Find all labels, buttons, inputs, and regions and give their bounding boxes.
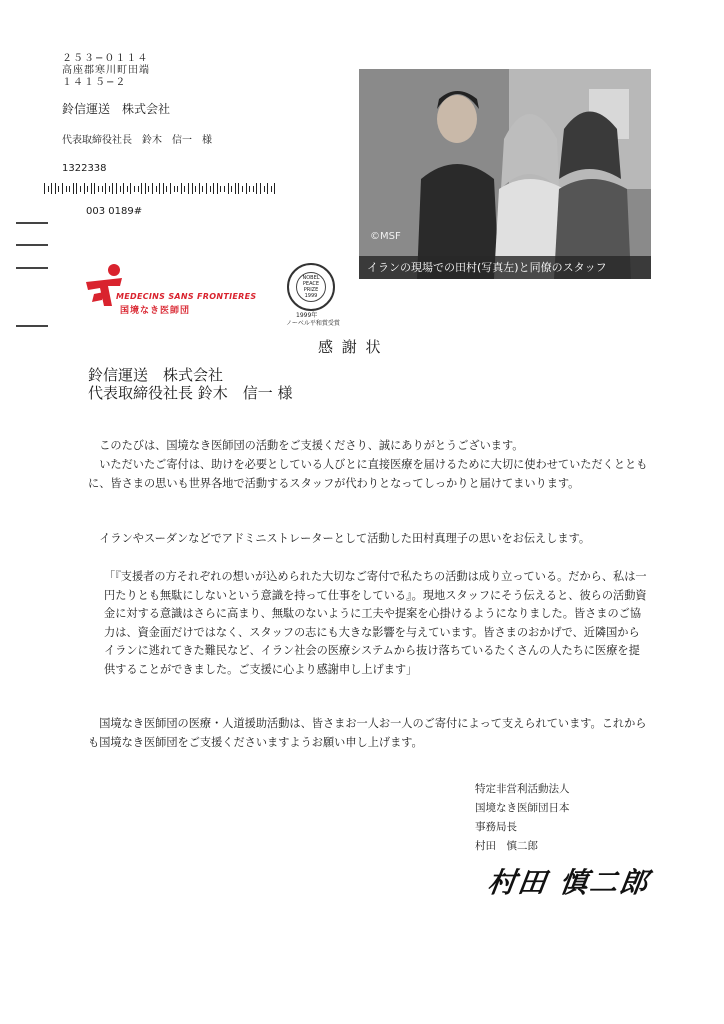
- msf-logo: [82, 262, 258, 322]
- nobel-seal-icon: [287, 263, 335, 311]
- fold-mark: [16, 244, 48, 246]
- barcode-bar: [141, 183, 142, 194]
- barcode-bar: [177, 186, 178, 192]
- barcode-bar: [152, 183, 153, 194]
- barcode-bar: [94, 183, 95, 194]
- barcode-bar: [224, 186, 225, 192]
- barcode-bar: [271, 186, 272, 192]
- reference-code: 003 0189#: [86, 206, 143, 217]
- postal-code: ２５３−０１１４: [62, 53, 149, 64]
- msf-english-name: MEDECINS SANS FRONTIERES: [116, 292, 257, 301]
- barcode-bar: [210, 186, 211, 192]
- letter-title: 感 謝 状: [318, 338, 383, 356]
- address-block: [62, 53, 150, 89]
- barcode-bar: [238, 183, 239, 194]
- sender-name: 村田 慎二郎: [475, 840, 538, 852]
- barcode-bar: [184, 186, 185, 192]
- paragraph-donation-use: いただいたご寄付は、助けを必要としている人びとに直接医療を届けるために大切に使わせていただくとともに、皆さまの思いも世界各地で活動するスタッフが代わりとなってしっかりと届けてまいります。: [88, 458, 648, 490]
- recipient-company: 鈴信運送 株式会社: [88, 366, 224, 384]
- address-person: 代表取締役社長 鈴木 信一 様: [62, 135, 212, 146]
- barcode-bar: [166, 186, 167, 192]
- barcode-bar: [102, 186, 103, 192]
- msf-japanese-name: 国境なき医師団: [120, 306, 191, 316]
- sender-org-type: 特定非営利活動法人: [475, 783, 570, 795]
- barcode-bar: [249, 186, 250, 192]
- barcode-bar: [138, 186, 139, 192]
- barcode-bar: [267, 183, 268, 194]
- barcode-bar: [253, 186, 254, 192]
- barcode-bar: [242, 186, 243, 192]
- barcode-bar: [120, 186, 121, 192]
- barcode-bar: [134, 186, 135, 192]
- barcode-bar: [274, 183, 275, 194]
- barcode-bar: [145, 183, 146, 194]
- barcode-bar: [202, 186, 203, 192]
- barcode-bar: [174, 186, 175, 192]
- paragraph-thanks: このたびは、国境なき医師団の活動をご支援くださり、誠にありがとうございます。: [99, 439, 524, 452]
- barcode-bar: [246, 183, 247, 194]
- barcode-bar: [256, 183, 257, 194]
- barcode-bar: [213, 183, 214, 194]
- address-line-2: １４１５−２: [62, 77, 127, 88]
- barcode-bar: [105, 183, 106, 194]
- barcode-bar: [91, 183, 92, 194]
- barcode-bar: [48, 186, 49, 192]
- customer-number: 1322338: [62, 163, 107, 174]
- barcode-bar: [195, 186, 196, 192]
- barcode-bar: [69, 186, 70, 192]
- recipient-person: 代表取締役社長 鈴木 信一 様: [88, 384, 293, 402]
- staff-photo: [359, 69, 651, 279]
- nobel-seal-text: NOBEL PEACE PRIZE 1999: [296, 272, 326, 302]
- barcode-bar: [264, 186, 265, 192]
- paragraph-closing: 国境なき医師団の医療・人道援助活動は、皆さまお一人お一人のご寄付によって支えられています。これからも国境なき医師団をご支援くださいますようお願い申し上げます。: [88, 717, 647, 749]
- address-line-1: 高座郡寒川町田端: [62, 65, 150, 76]
- barcode-bar: [220, 186, 221, 192]
- barcode-bar: [116, 183, 117, 194]
- address-company: 鈴信運送 株式会社: [62, 102, 171, 116]
- nobel-label: ノーベル平和賞受賞: [286, 320, 340, 327]
- paragraph-introduction: イランやスーダンなどでアドミニストレーターとして活動した田村真理子の思いをお伝えします。: [99, 532, 591, 545]
- barcode-bar: [112, 183, 113, 194]
- barcode-bar: [73, 183, 74, 194]
- barcode-bar: [123, 183, 124, 194]
- staff-quote: [88, 568, 648, 679]
- photo-caption: イランの現場での田村(写真左)と同僚のスタッフ: [359, 256, 651, 279]
- barcode-bar: [58, 186, 59, 192]
- barcode-bar: [159, 183, 160, 194]
- barcode-bar: [235, 183, 236, 194]
- barcode-bar: [109, 186, 110, 192]
- barcode-bar: [76, 183, 77, 194]
- barcode-bar: [163, 183, 164, 194]
- barcode-bar: [55, 183, 56, 194]
- barcode-bar: [148, 186, 149, 192]
- sender-block: [475, 780, 570, 856]
- barcode-bar: [156, 186, 157, 192]
- postal-barcode: [44, 183, 280, 194]
- barcode-bar: [62, 183, 63, 194]
- sender-org-name: 国境なき医師団日本: [475, 802, 570, 814]
- barcode-bar: [80, 186, 81, 192]
- barcode-bar: [44, 183, 45, 194]
- barcode-bar: [130, 183, 131, 194]
- barcode-bar: [231, 186, 232, 192]
- handwritten-signature: 村田 慎二郎: [485, 866, 652, 899]
- barcode-bar: [188, 183, 189, 194]
- barcode-bar: [217, 183, 218, 194]
- barcode-bar: [87, 186, 88, 192]
- barcode-bar: [51, 183, 52, 194]
- fold-mark: [16, 267, 48, 269]
- barcode-bar: [84, 183, 85, 194]
- photo-copyright: ©MSF: [370, 231, 401, 242]
- barcode-bar: [127, 186, 128, 192]
- barcode-bar: [98, 186, 99, 192]
- barcode-bar: [206, 183, 207, 194]
- nobel-year: 1999年: [296, 312, 318, 319]
- fold-mark: [16, 325, 48, 327]
- fold-mark: [16, 222, 48, 224]
- barcode-bar: [181, 183, 182, 194]
- barcode-bar: [199, 183, 200, 194]
- barcode-bar: [228, 183, 229, 194]
- sender-role: 事務局長: [475, 821, 517, 833]
- barcode-bar: [260, 183, 261, 194]
- barcode-bar: [66, 186, 67, 192]
- staff-photo-illustration: [359, 69, 651, 279]
- barcode-bar: [192, 183, 193, 194]
- barcode-bar: [170, 183, 171, 194]
- staff-quote-text: 「『支援者の方それぞれの想いが込められた大切なご寄付で私たちの活動は成り立っている。だから、私は一円たりとも無駄にしないという意識を持って仕事をしている』。現地スタッフにそう伝えると、彼らの活動資金に対する意識はさらに高まり、無駄のないように工夫や提案を心掛けるようになりました。皆さまのご協力は、資金面だけではなく、スタッフの志にも大きな影響を与えています。皆さまのおかげで、近隣国からイランに逃れてきた難民など、イラン社会の医療システムから抜け落ちているたくさんの人たちに医療を提供することができました。ご支援に心より感謝申し上げます」: [104, 570, 647, 676]
